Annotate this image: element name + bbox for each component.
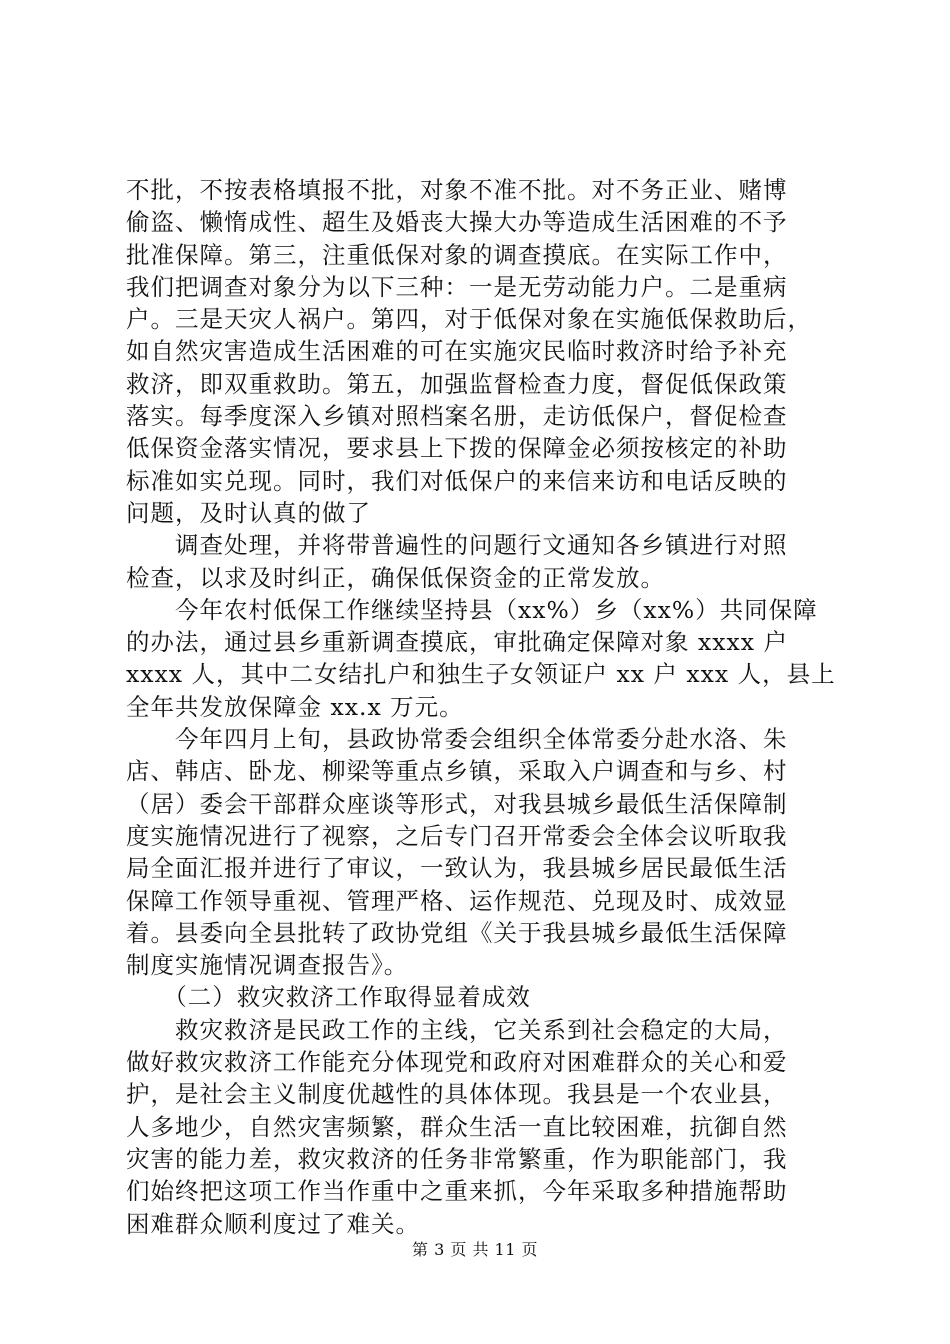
text-line: 着。县委向全县批转了政协党组《关于我县城乡最低生活保障 (126, 918, 788, 947)
text-line: 护，是社会主义制度优越性的具体体现。我县是一个农业县， (126, 1080, 788, 1109)
text-line: 低保资金落实情况，要求县上下拨的保障金必须按核定的补助 (126, 434, 788, 463)
text-line: 度实施情况进行了视察，之后专门召开常委会全体会议听取我 (126, 821, 788, 850)
section-heading: （二）救灾救济工作取得显着成效 (126, 983, 531, 1012)
text-line: 问题，及时认真的做了 (126, 498, 371, 527)
text-line: 偷盗、懒惰成性、超生及婚丧大操大办等造成生活困难的不予 (126, 208, 788, 237)
text-line: 救济，即双重救助。第五，加强监督检查力度，督促低保政策 (126, 369, 788, 398)
text-line: 户。三是天灾人祸户。第四，对于低保对象在实施低保救助后， (126, 305, 812, 334)
text-line: 灾害的能力差，救灾救济的任务非常繁重，作为职能部门，我 (126, 1144, 788, 1173)
text-line: 今年农村低保工作继续坚持县（xx%）乡（xx%）共同保障 (126, 595, 818, 624)
text-line: （居）委会干部群众座谈等形式，对我县城乡最低生活保障制 (126, 789, 788, 818)
text-line: 制度实施情况调查报告》。 (126, 951, 409, 980)
text-line: 店、韩店、卧龙、柳梁等重点乡镇，采取入户调查和与乡、村 (126, 757, 788, 786)
text-line: 今年四月上旬，县政协常委会组织全体常委分赴水洛、朱 (126, 725, 788, 754)
text-line: 调查处理，并将带普遍性的问题行文通知各乡镇进行对照 (126, 531, 788, 560)
text-line: 检查，以求及时纠正，确保低保资金的正常发放。 (126, 563, 665, 592)
text-line: 局全面汇报并进行了审议，一致认为，我县城乡居民最低生活 (126, 854, 788, 883)
text-line: 的办法，通过县乡重新调查摸底，审批确定保障对象 xxxx 户 (126, 628, 788, 657)
text-line: 们始终把这项工作当作重中之重来抓，今年采取多种措施帮助 (126, 1177, 788, 1206)
text-line: 保障工作领导重视、管理严格、运作规范、兑现及时、成效显 (126, 886, 788, 915)
text-line: 如自然灾害造成生活困难的可在实施灾民临时救济时给予补充 (126, 337, 788, 366)
page-number-footer: 第 3 页 共 11 页 (412, 1240, 538, 1259)
text-line: 我们把调查对象分为以下三种：一是无劳动能力户。二是重病 (126, 272, 788, 301)
text-line: 困难群众顺利度过了难关。 (126, 1209, 420, 1238)
text-line: 批准保障。第三，注重低保对象的调查摸底。在实际工作中， (126, 240, 788, 269)
text-line: 落实。每季度深入乡镇对照档案名册，走访低保户，督促检查 (126, 402, 788, 431)
document-body (126, 174, 838, 1240)
text-line: xxxx 人，其中二女结扎户和独生子女领证户 xx 户 xxx 人，县上 (126, 660, 836, 689)
text-line: 标准如实兑现。同时，我们对低保户的来信来访和电话反映的 (126, 466, 788, 495)
text-line: 不批，不按表格填报不批，对象不准不批。对不务正业、赌博 (126, 176, 788, 204)
text-line: 人多地少，自然灾害频繁，群众生活一直比较困难，抗御自然 (126, 1112, 788, 1141)
text-line: 做好救灾救济工作能充分体现党和政府对困难群众的关心和爱 (126, 1048, 788, 1077)
text-line: 全年共发放保障金 xx.x 万元。 (126, 692, 464, 721)
text-line: 救灾救济是民政工作的主线，它关系到社会稳定的大局， (126, 1015, 788, 1044)
